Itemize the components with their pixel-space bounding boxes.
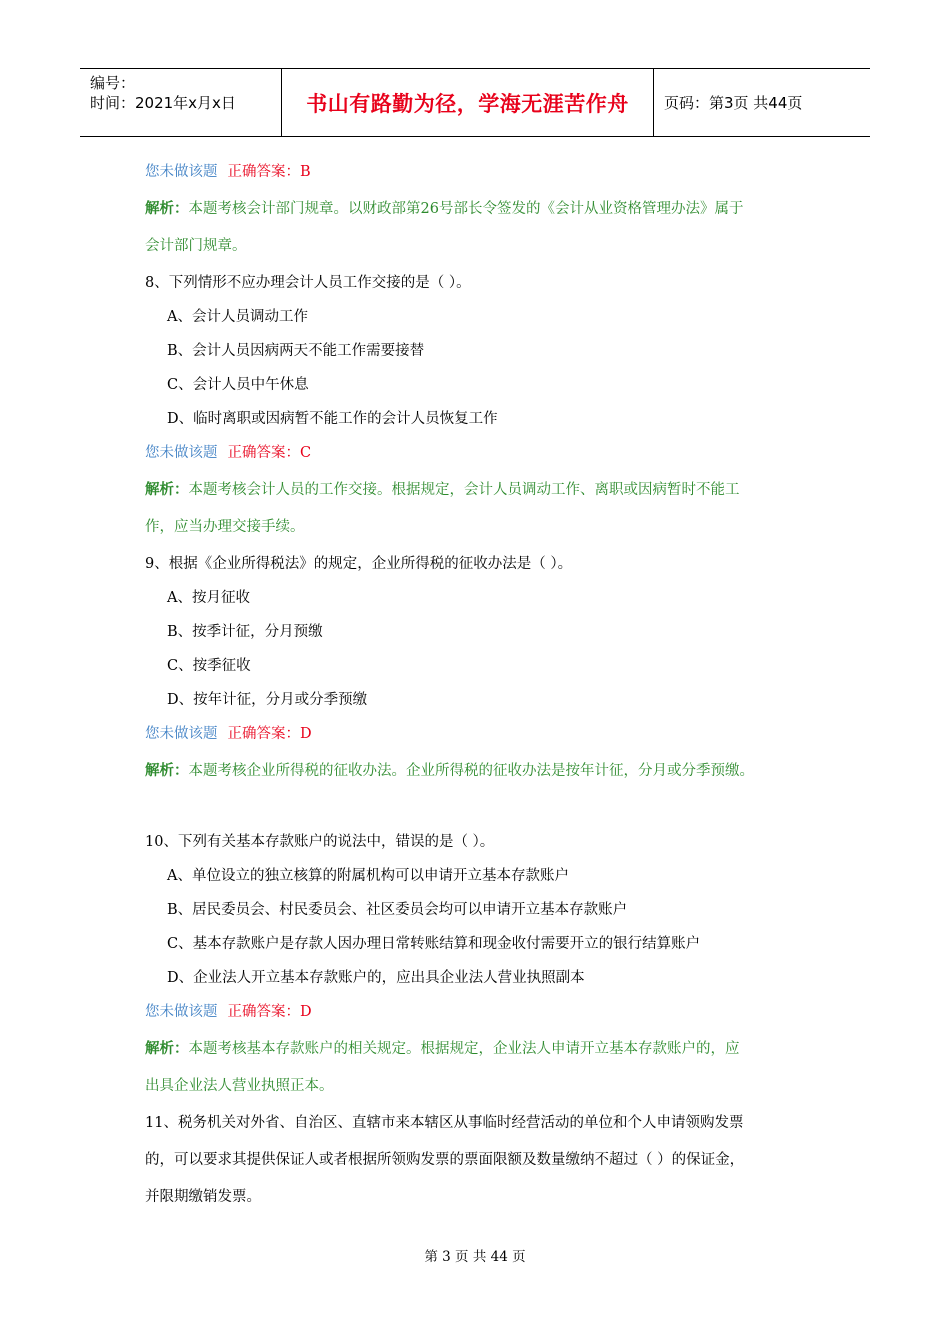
correct-answer: 正确答案：C	[227, 445, 312, 461]
header-meta	[80, 69, 282, 136]
question-text: 9、根据《企业所得税法》的规定，企业所得税的征收办法是（ ）。	[145, 556, 573, 572]
correct-answer: 正确答案：D	[227, 1004, 312, 1020]
explanation-continuation: 会计部门规章。	[145, 238, 247, 254]
question-text: 并限期缴销发票。	[145, 1189, 261, 1205]
answer-option: D、按年计征，分月或分季预缴	[167, 692, 368, 708]
question-text: 11、税务机关对外省、自治区、直辖市来本辖区从事临时经营活动的单位和个人申请领购发票	[145, 1115, 744, 1131]
answer-option: D、企业法人开立基本存款账户的，应出具企业法人营业执照副本	[167, 970, 585, 986]
answer-option: C、会计人员中午休息	[167, 377, 309, 393]
answer-option: B、按季计征，分月预缴	[167, 624, 323, 640]
not-answered-status: 您未做该题	[145, 1004, 218, 1020]
question-text: 的，可以要求其提供保证人或者根据所领购发票的票面限额及数量缴纳不超过（ ）的保证金，	[145, 1152, 745, 1168]
answer-status-line	[145, 998, 810, 1035]
not-answered-status: 您未做该题	[145, 164, 218, 180]
answer-option: B、居民委员会、村民委员会、社区委员会均可以申请开立基本存款账户	[167, 902, 628, 918]
answer-option: A、会计人员调动工作	[167, 309, 308, 325]
explanation-line	[145, 476, 810, 513]
header-motto: 书山有路勤为径，学海无涯苦作舟	[282, 69, 654, 136]
explanation-label: 解析：	[145, 481, 189, 498]
answer-status-line	[145, 158, 810, 195]
answer-option: C、按季征收	[167, 658, 251, 674]
spacer	[145, 794, 810, 828]
explanation-label: 解析：	[145, 762, 189, 779]
explanation-line	[145, 1035, 810, 1072]
explanation-text: 本题考核会计部门规章。以财政部第26号部长令签发的《会计从业资格管理办法》属于	[188, 201, 744, 217]
answer-status-line	[145, 720, 810, 757]
number-label: 编号：	[90, 74, 136, 92]
answer-option: A、单位设立的独立核算的附属机构可以申请开立基本存款账户	[167, 868, 569, 884]
explanation-text: 本题考核会计人员的工作交接。根据规定，会计人员调动工作、离职或因病暂时不能工	[188, 482, 740, 498]
document-body	[145, 158, 810, 1220]
question-text: 10、下列有关基本存款账户的说法中，错误的是（ ）。	[145, 834, 495, 850]
question-text: 8、下列情形不应办理会计人员工作交接的是（ ）。	[145, 275, 471, 291]
explanation-label: 解析：	[145, 200, 189, 217]
correct-answer: 正确答案：B	[227, 164, 311, 180]
time-label: 时间：2021年x月x日	[90, 94, 236, 112]
answer-option: C、基本存款账户是存款人因办理日常转账结算和现金收付需要开立的银行结算账户	[167, 936, 701, 952]
correct-answer: 正确答案：D	[227, 726, 312, 742]
explanation-text: 本题考核基本存款账户的相关规定。根据规定，企业法人申请开立基本存款账户的，应	[188, 1041, 740, 1057]
explanation-text: 本题考核企业所得税的征收办法。企业所得税的征收办法是按年计征，分月或分季预缴。	[188, 763, 754, 779]
not-answered-status: 您未做该题	[145, 726, 218, 742]
page-header	[80, 68, 870, 137]
answer-status-line	[145, 439, 810, 476]
answer-option: D、临时离职或因病暂不能工作的会计人员恢复工作	[167, 411, 498, 427]
header-page-info: 页码：第3页 共44页	[664, 94, 803, 112]
answer-option: A、按月征收	[167, 590, 250, 606]
explanation-line	[145, 195, 810, 232]
explanation-label: 解析：	[145, 1040, 189, 1057]
explanation-continuation: 作，应当办理交接手续。	[145, 519, 305, 535]
page-footer: 第 3 页 共 44 页	[424, 1249, 526, 1265]
explanation-continuation: 出具企业法人营业执照正本。	[145, 1078, 334, 1094]
not-answered-status: 您未做该题	[145, 445, 218, 461]
answer-option: B、会计人员因病两天不能工作需要接替	[167, 343, 425, 359]
explanation-line	[145, 757, 810, 794]
